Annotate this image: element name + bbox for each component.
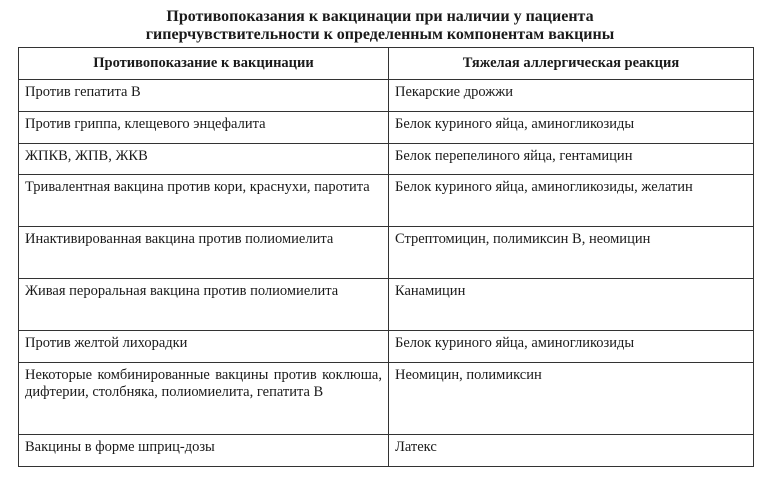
contraindication-cell: Против желтой лихорадки [19,331,389,363]
reaction-cell: Латекс [389,435,754,467]
contraindications-table [18,47,754,467]
reaction-cell: Стрептомицин, полимиксин В, неомицин [389,227,754,279]
contraindication-cell: Некоторые комбинированные вакцины против коклюша, дифтерии, столбняка, полиомиелита, гепатита В [19,363,389,435]
table-row [19,112,754,144]
table-row [19,175,754,227]
contraindication-cell: Против гриппа, клещевого энцефалита [19,112,389,144]
contraindication-cell: ЖПКВ, ЖПВ, ЖКВ [19,144,389,175]
reaction-cell: Белок перепелиного яйца, гентамицин [389,144,754,175]
contraindication-cell: Живая пероральная вакцина против полиомиелита [19,279,389,331]
table-row [19,279,754,331]
table-row [19,144,754,175]
title-line-1: Противопоказания к вакцинации при наличии у пациента [166,8,594,25]
reaction-cell: Пекарские дрожжи [389,80,754,112]
contraindication-cell: Вакцины в форме шприц-дозы [19,435,389,467]
reaction-cell: Неомицин, полимиксин [389,363,754,435]
document-title [0,8,760,44]
title-line-2: гиперчувствительности к определенным компонентам вакцины [145,26,615,43]
table-row [19,435,754,467]
contraindication-cell: Инактивированная вакцина против полиомиелита [19,227,389,279]
reaction-cell: Белок куриного яйца, аминогликозиды [389,112,754,144]
table-row [19,227,754,279]
reaction-cell: Белок куриного яйца, аминогликозиды [389,331,754,363]
contraindication-cell: Тривалентная вакцина против кори, краснухи, паротита [19,175,389,227]
table-row [19,363,754,435]
column-header-contraindication: Противопоказание к вакцинации [19,48,389,80]
contraindication-cell: Против гепатита В [19,80,389,112]
reaction-cell: Канамицин [389,279,754,331]
column-header-reaction: Тяжелая аллергическая реакция [389,48,754,80]
table-row [19,331,754,363]
table-header-row [19,48,754,80]
table-row [19,80,754,112]
reaction-cell: Белок куриного яйца, аминогликозиды, желатин [389,175,754,227]
